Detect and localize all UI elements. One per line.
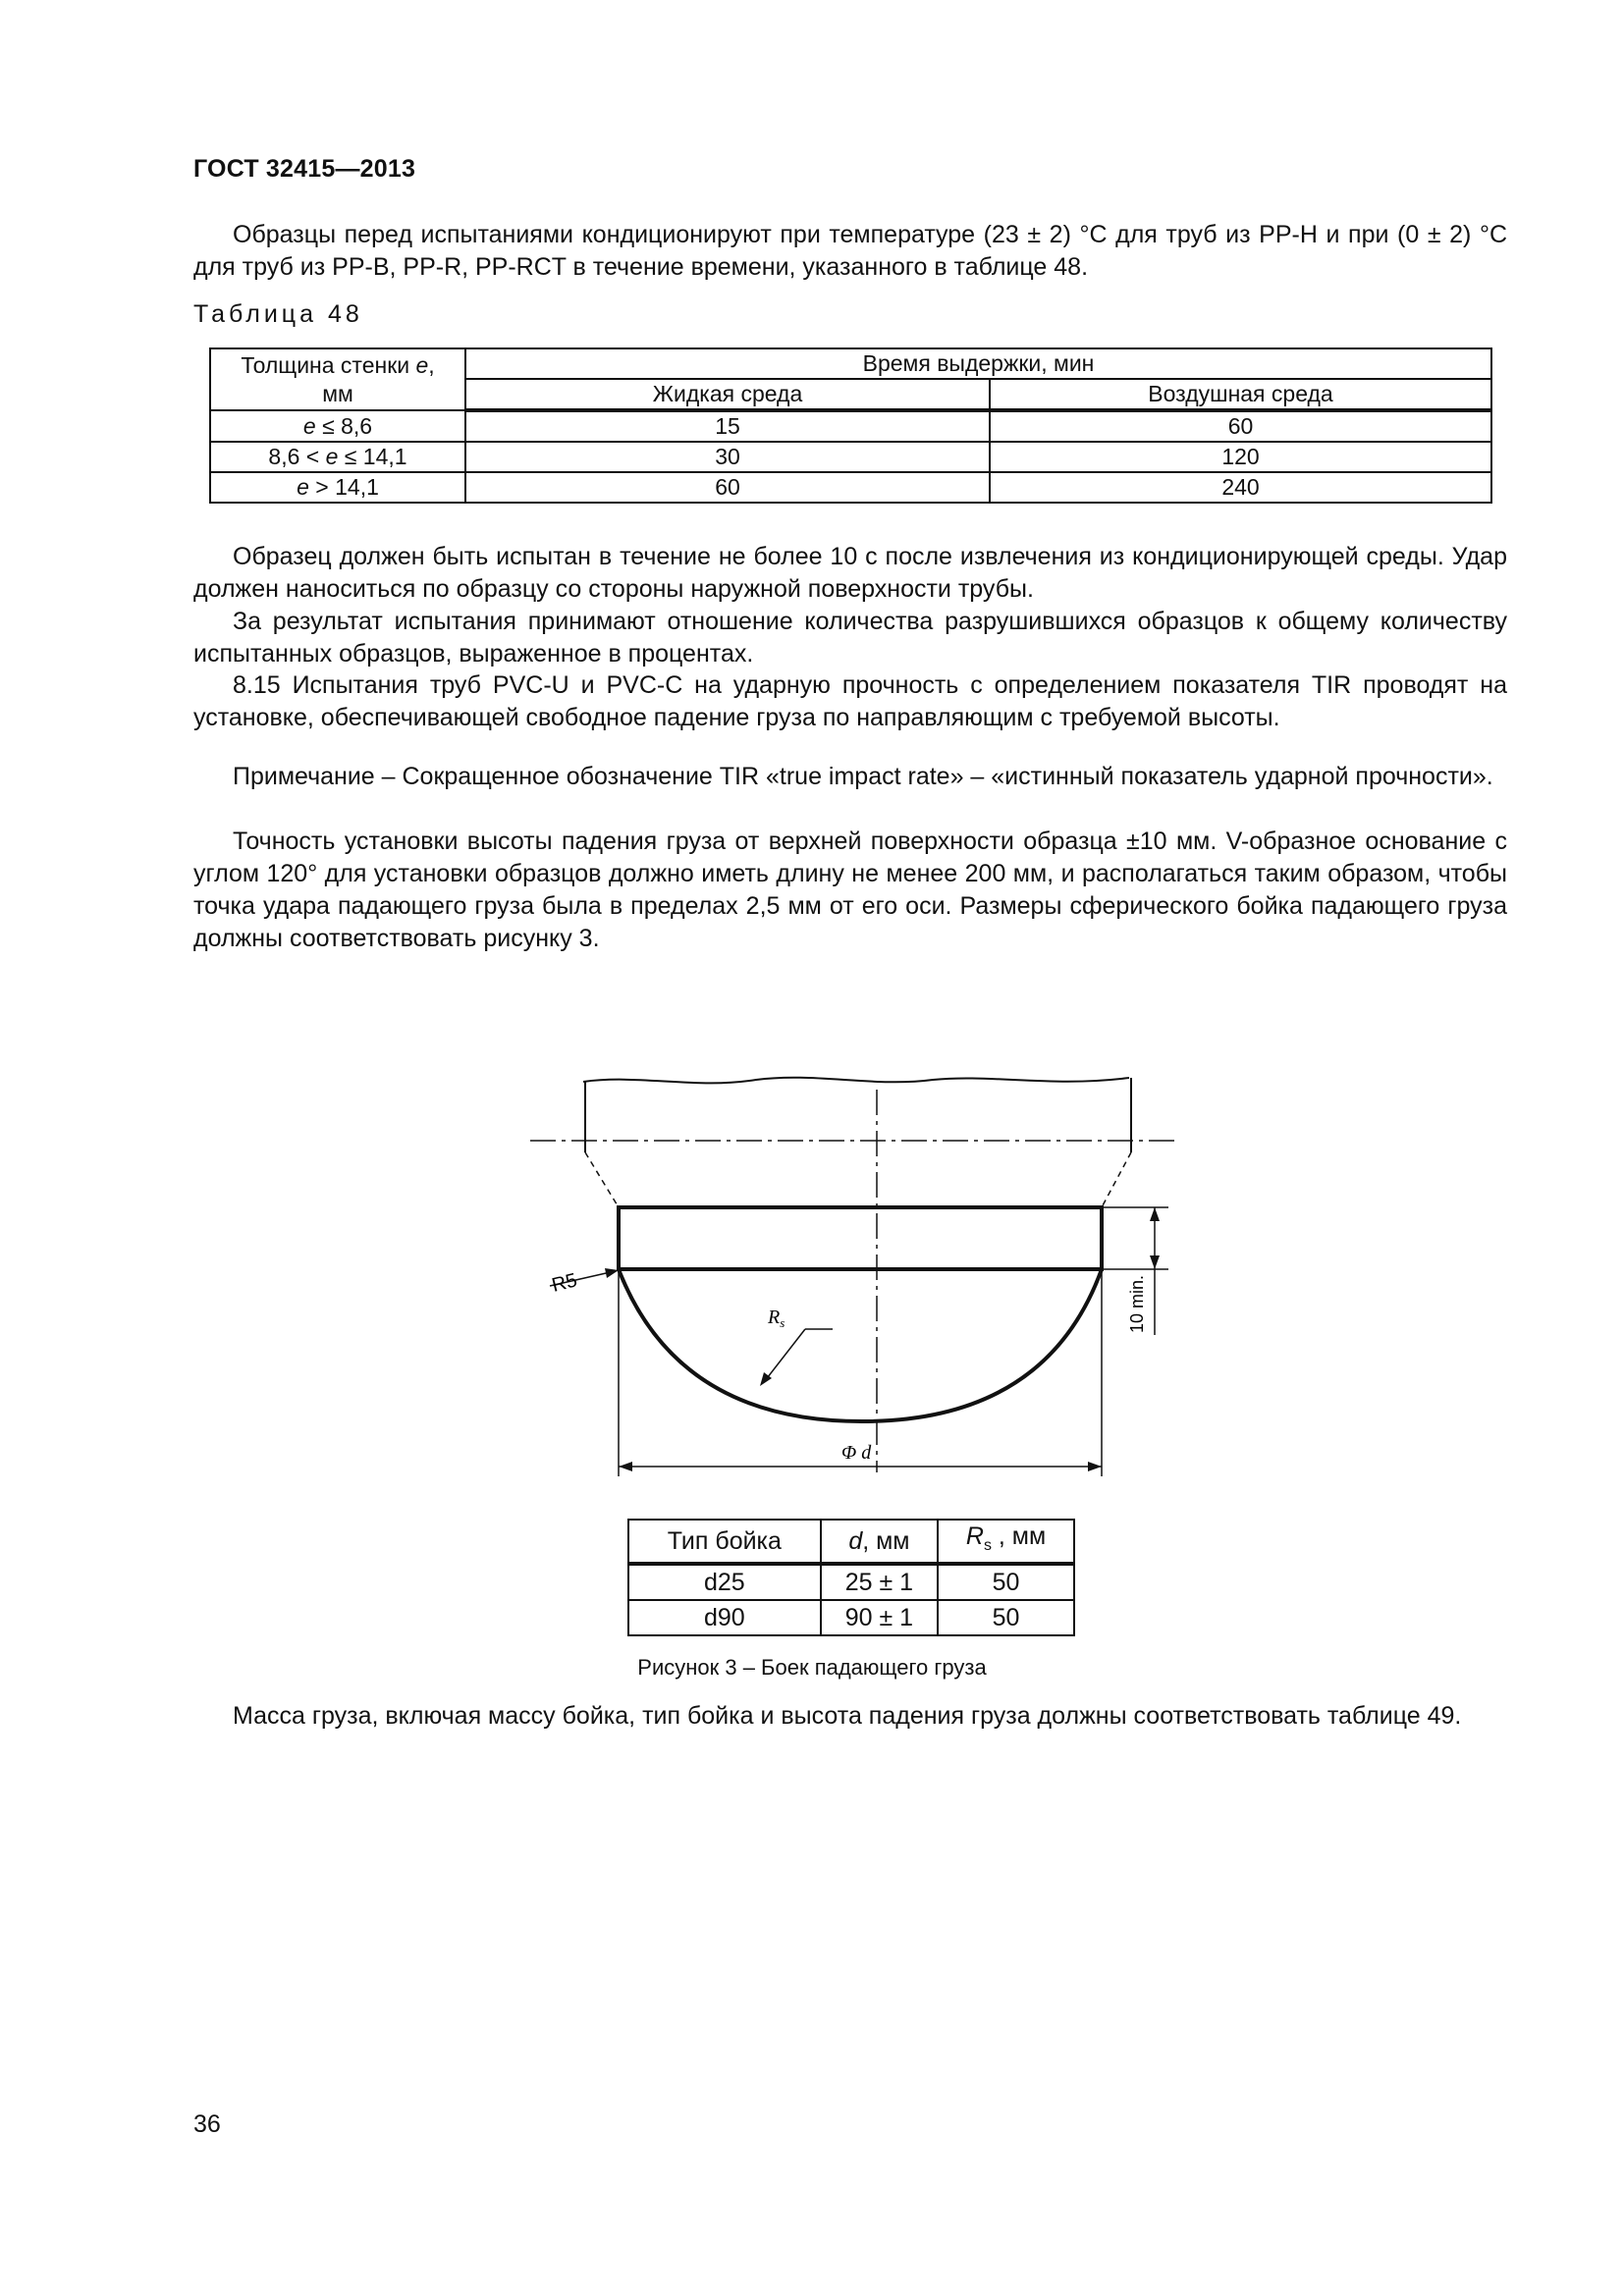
table-row	[210, 442, 1491, 472]
striker-header-type: Тип бойка	[628, 1520, 821, 1564]
leader-rs	[764, 1329, 805, 1382]
table-cell-thickness	[210, 410, 465, 442]
cell-text: 8,6 <	[268, 444, 326, 469]
header-unit: , мм	[991, 1522, 1047, 1550]
table-cell-thickness	[210, 442, 465, 472]
striker-cell-type: d25	[628, 1564, 821, 1600]
paragraph-test-time: Образец должен быть испытан в течение не более 10 с после извлечения из кондиционирующей среды. Удар должен наноситься по образцу со стороны наружной поверхности трубы.	[193, 543, 1507, 603]
table-row	[210, 410, 1491, 442]
header-var: е	[415, 351, 429, 378]
paragraph-test-result: За результат испытания принимают отношение количества разрушившихся образцов к общему количеству испытанных образцов, выраженное в процентах.	[193, 608, 1507, 667]
table-48	[209, 347, 1492, 504]
paragraph-mass: Масса груза, включая массу бойка, тип бойка и высота падения груза должны соответствовать таблице 49.	[233, 1702, 1462, 1730]
cell-var: е	[302, 412, 316, 439]
taper-right	[1102, 1152, 1131, 1207]
striker-cell-type: d90	[628, 1600, 821, 1635]
table-cell-liquid: 15	[465, 410, 990, 442]
break-line-top	[583, 1078, 1129, 1084]
cell-var: е	[297, 474, 309, 500]
paragraph-conditioning: Образцы перед испытаниями кондиционируют при температуре (23 ± 2) °С для труб из PP-H и при (0 ± 2) °С для труб из PP-B, PP-R, PP-RCT в течение времени, указанного в таблице 48.	[193, 221, 1507, 281]
figure-caption: Рисунок 3 – Боек падающего груза	[637, 1655, 987, 1680]
dim-arrow	[1150, 1207, 1160, 1221]
table-row	[210, 472, 1491, 503]
table-cell-liquid: 60	[465, 472, 990, 503]
cell-text: > 14,1	[308, 474, 379, 500]
table-row	[628, 1600, 1074, 1635]
striker-header-d	[821, 1520, 938, 1564]
header-unit: , мм	[862, 1526, 910, 1555]
leader-arrow	[605, 1268, 619, 1278]
table-48-header-liquid: Жидкая среда	[465, 379, 990, 410]
header-var: R	[965, 1522, 984, 1550]
table-cell-thickness	[210, 472, 465, 503]
striker-neck	[619, 1207, 1102, 1269]
table-48-header-time: Время выдержки, мин	[465, 348, 1491, 379]
table-cell-air: 120	[990, 442, 1491, 472]
table-cell-liquid: 30	[465, 442, 990, 472]
header-var: d	[848, 1526, 863, 1555]
label-rs-var: R	[768, 1307, 781, 1328]
table-cell-air: 240	[990, 472, 1491, 503]
table-48-caption: Таблица 48	[193, 300, 363, 328]
page-number: 36	[193, 2110, 221, 2138]
striker-cell-rs: 50	[938, 1600, 1074, 1635]
paragraph-accuracy: Точность установки высоты падения груза от верхней поверхности образца ±10 мм. V-образное основание с углом 120° для установки образцов должно иметь длину не менее 200 мм, и располагаться таким образом, чтобы точка удара падающего груза была в пределах 2,5 мм от его оси. Размеры сферического бойка падающего груза должны соответствовать рисунку 3.	[193, 828, 1507, 952]
table-cell-air: 60	[990, 410, 1491, 442]
taper-left	[585, 1152, 619, 1207]
paragraph-note: Примечание – Сокращенное обозначение TIR «true impact rate» – «истинный показатель ударной прочности».	[233, 763, 1493, 790]
striker-cell-d: 90 ± 1	[821, 1600, 938, 1635]
document-header: ГОСТ 32415—2013	[193, 155, 416, 183]
label-rs-sub: s	[780, 1315, 785, 1330]
header-sub: s	[983, 1537, 992, 1554]
striker-cell-d: 25 ± 1	[821, 1564, 938, 1600]
label-rs	[767, 1307, 785, 1330]
label-r5: R5	[549, 1269, 580, 1297]
table-row	[628, 1564, 1074, 1600]
striker-type-table	[627, 1519, 1075, 1636]
striker-header-rs	[938, 1520, 1074, 1564]
paragraph-8-15: 8.15 Испытания труб PVC-U и PVC-C на ударную прочность с определением показателя TIR проводят на установке, обеспечивающей свободное падение груза по направляющим с требуемой высоты.	[193, 671, 1507, 731]
dim-arrow	[619, 1462, 632, 1471]
table-48-header-air: Воздушная среда	[990, 379, 1491, 410]
cell-var: е	[325, 444, 339, 469]
table-48-header-thickness	[210, 348, 465, 410]
cell-text: ≤ 14,1	[338, 444, 407, 469]
header-comma: ,	[428, 351, 435, 378]
label-diameter: Φ d	[841, 1442, 872, 1464]
dim-arrow	[1088, 1462, 1102, 1471]
striker-cell-rs: 50	[938, 1564, 1074, 1600]
header-unit: мм	[322, 380, 353, 406]
dim-arrow	[1150, 1255, 1160, 1269]
label-10min: 10 min.	[1127, 1274, 1147, 1333]
striker-hemisphere	[619, 1269, 1102, 1421]
striker-drawing	[520, 1070, 1188, 1492]
header-text: Толщина стенки	[241, 351, 416, 378]
cell-text: ≤ 8,6	[315, 412, 373, 439]
